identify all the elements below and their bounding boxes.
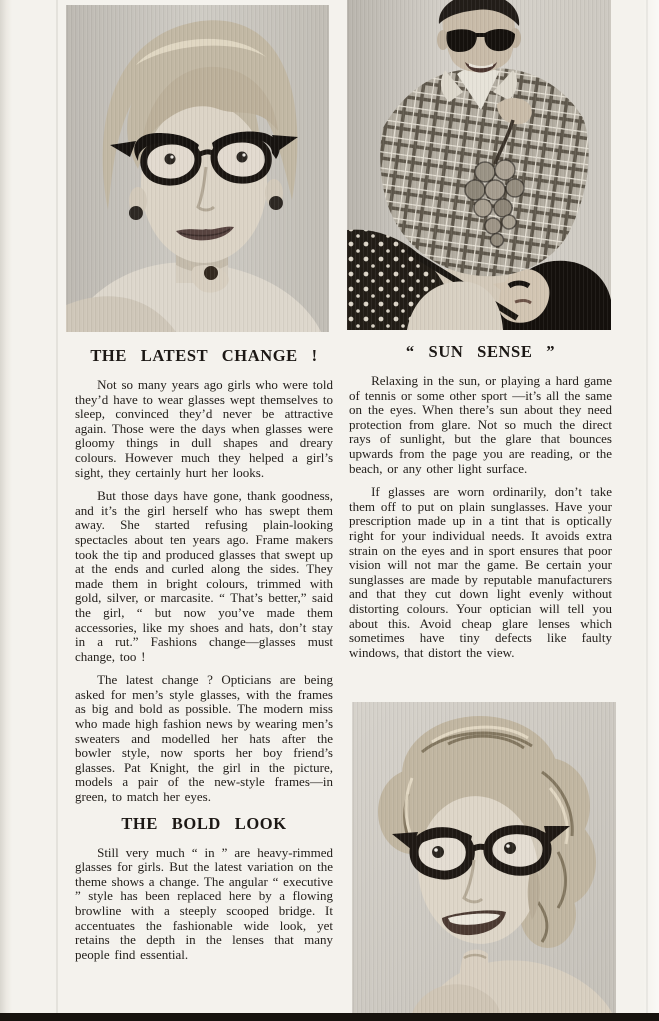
latest-change-paragraph-2: But those days have gone, thank goodness, and it’s the girl herself who has swept them away. She started refusing plain-looking spectacles about ten years ago. Frame makers took the tip and produced glasses that swept up at the ends and curled along the sides. They made them in bright colours, trimmed with gold, silver, or marcasite. “ That’s better,” said the girl, “ but now you’ve made them accessories, like my shoes and hats, don’t stay in a rut.” Fashions change—glasses must change, too !	[75, 488, 333, 664]
page-bottom-dark-strip	[0, 1013, 659, 1021]
article-right-column	[349, 342, 612, 669]
photo-woman-cat-eye-glasses	[66, 5, 329, 332]
latest-change-paragraph-3: The latest change ? Opticians are being asked for men’s style glasses, with the frames as big and bold as possible. The modern miss who made high fashion news by wearing men’s sweaters and modelled her hats after the bowler style, now sports her boy friend’s glasses. Pat Knight, the girl in the picture, models a pair of the new-style frames—in green, to match her eyes.	[75, 672, 333, 805]
sun-sense-paragraph-2: If glasses are worn ordinarily, don’t take them off to put on plain sunglasses. Have your prescription made up in a tint that is optically right for your individual needs. It avoids extra strain on the eyes and in sport ensures that poor vision will not mar the game. Be certain your sunglasses are made by reputable manufacturers and that they cut down light evenly without distorting colours. Your optician will tell you about this. Avoid cheap glare lenses which sometimes have tiny defects like faulty windows, that distort the view.	[349, 484, 612, 660]
heading-bold-look: THE BOLD LOOK	[121, 813, 287, 833]
photo-woman-bold-glasses	[352, 702, 616, 1013]
heading-sun-sense: “ SUN SENSE ”	[405, 342, 556, 361]
woman-bold-glasses-illustration	[352, 702, 616, 1013]
page-fold-line	[56, 0, 58, 1021]
article-left-column	[75, 346, 333, 971]
photo-man-sunglasses-grapes	[347, 0, 611, 330]
heading-latest-change: THE LATEST CHANGE !	[90, 346, 318, 365]
bold-look-paragraph: Still very much “ in ” are heavy-rimmed glasses for girls. But the latest variation on the theme shows a change. The angular “ executive ” style has been replaced here by a flowing browline with a steeply scooped bridge. It accentuates the fashionable wide look, yet retains the depth in the lenses that many people find essential.	[75, 844, 333, 962]
woman-cat-eye-portrait-illustration	[66, 5, 329, 332]
man-grapes-illustration	[347, 0, 611, 330]
page-right-edge-line	[646, 0, 648, 1021]
latest-change-paragraph-1: Not so many years ago girls who were told they’d have to wear glasses wept themselves to sleep, convinced they’d never be attractive again. Those were the days when glasses were gloomy things in dull shapes and dreary colours. However much they helped a girl’s sight, they certainly hurt her looks.	[75, 377, 333, 480]
sun-sense-paragraph-1: Relaxing in the sun, or playing a hard game of tennis or some other sport —it’s all the same on the eyes. When there’s sun about they need protection from glare. Not so much the direct rays of sunlight, but the glare that bounces upwards from the page you are reading, or the beach, or any other light surface.	[349, 373, 612, 476]
page-left-edge-shading	[0, 0, 12, 1021]
